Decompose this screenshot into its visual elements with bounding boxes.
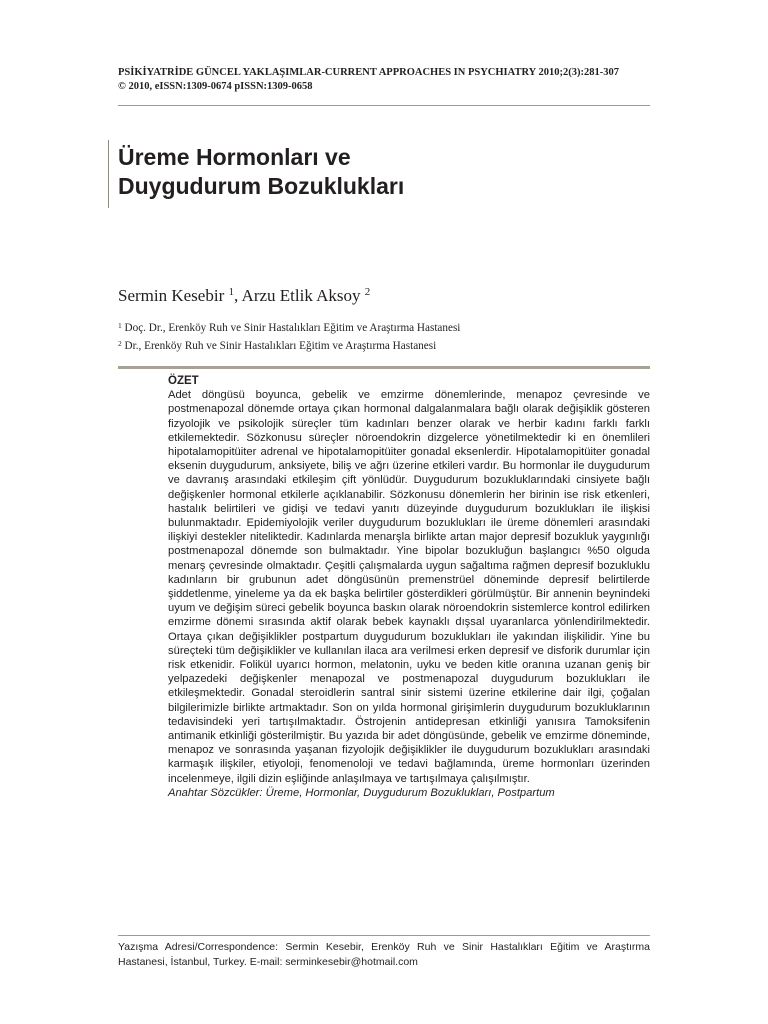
journal-header (118, 66, 648, 94)
affiliation-marker: 1 (118, 321, 122, 330)
affiliation-marker: 2 (118, 339, 122, 348)
article-title-line-2: Duygudurum Bozuklukları (118, 173, 405, 199)
article-title (118, 143, 638, 201)
affiliation-text: Dr., Erenköy Ruh ve Sinir Hastalıkları Eğitim ve Araştırma Hastanesi (121, 340, 437, 352)
article-title-line-1: Üreme Hormonları ve (118, 144, 351, 170)
affiliation-text: Doç. Dr., Erenköy Ruh ve Sinir Hastalıkları Eğitim ve Araştırma Hastanesi (121, 322, 461, 334)
author-affiliation-marker: 1 (228, 286, 234, 298)
abstract-divider (118, 366, 650, 369)
abstract-body: Adet döngüsü boyunca, gebelik ve emzirme dönemlerinde, menapoz çevresinde ve postmenapozal dönemde ortaya çıkan hormonal dalgalanmalara bağlı olarak değişiklik gösteren fizyolojik ve psikolojik süreçler tüm kadınları benzer olarak ve herbir kadını farklı farklı etkilemektedir. Sözkonusu süreçler nöroendokrin dizgelerce yönetilmektedir ki en önemlileri hipotalamopitüiter adrenal ve hipotalamopitüiter gonadal eksenlerdir. Hipotalamopitüiter gonadal eksenin duygudurum, anksiyete, biliş ve ağrı üzerine etkileri vardır. Bu hormonlar ile duygudurum ve davranış arasındaki etkileşim çift yönlüdür. Duygudurum bozukluklarındaki cinsiyete bağlı değişkenler hormonal etkilerle açıklanabilir. Sözkonusu dönemlerin her birinin ise risk etkenleri, hastalık belirtileri ve gidişi ve tedavi yanıtı düzeyinde duygudurum bozuklukları ile ilişkisi bulunmaktadır. Epidemiyolojik veriler duygudurum bozuklukları ile üreme dönemleri arasındaki ilişkiyi destekler niteliktedir. Kadınlarda menarşla birlikte artan major depresif bozukluk yaygınlığı postmenapozal dönemde son bulmaktadır. Yine bipolar bozukluğun başlangıcı %50 olguda menarş çevresinde olmaktadır. Çeşitli çalışmalarda uygun sağaltıma rağmen depresif bozukluklu kadınların bir grubunun adet döngüsünün premenstrüel döneminde depresif belirtilerde şiddetlenme, yineleme ya da ek başka belirtiler gösterdikleri görülmüştür. Bir annenin beynindeki uyum ve değişim süreci gebelik boyunca baskın olarak nöroendokrin sistemlerce kontrol edilirken emzirme dönemi sırasında aktif olarak bebek kaynaklı dışsal uyaranlarca yönlendirilmektedir. Ortaya çıkan değişiklikler postpartum duygudurum bozuklukları ile yakından ilişkilidir. Yine bu süreçteki tüm değişiklikler ve kullanılan ilaca ara verilmesi erken depresif ve disforik durumlar için risk etkenidir. Folikül uyarıcı hormon, melatonin, uyku ve beden kitle oranına uzanan geniş bir yelpazedeki değişkenler menapozal ve postmenapozal duygudurum bozuklukları ile etkileşmektedir. Gonadal steroidlerin santral sinir sistemi üzerine etkilerine dair ilgi, çoğalan bilgilerimizle birlikte artmaktadır. Son on yılda hormonal girişimlerin duygudurum bozukluklarının tedavisindeki yeri tartışılmaktadır. Östrojenin antidepresan etkinliği yanısıra Tamoksifenin antimanik etkinliği gösterilmiştir. Bu yazıda bir adet döngüsünde, gebelik ve emzirme döneminde, menapoz ve sonrasında yaşanan fizyolojik değişiklikler ile duygudurum bozuklukları arasındaki karmaşık ilişkiler, etiyoloji, fenomenoloji ve tedavi bağlamında, üreme hormonları üzerinden incelenmeye, ilgili dizin eşliğinde anlaşılmaya ve tartışılmaya çalışılmıştır. (168, 389, 650, 785)
author-separator: , (233, 286, 242, 305)
correspondence-note: Yazışma Adresi/Correspondence: Sermin Kesebir, Erenköy Ruh ve Sinir Hastalıkları Eğitim ve Araştırma Hastanesi, İstanbul, Turkey. E-mail: serminkesebir@hotmail.com (118, 941, 650, 968)
author-name: Sermin Kesebir (118, 286, 229, 305)
abstract-heading: ÖZET (168, 375, 199, 387)
author-affiliation-marker: 2 (364, 286, 371, 298)
affiliation-item (118, 336, 658, 354)
abstract-keywords: Anahtar Sözcükler: Üreme, Hormonlar, Duygudurum Bozuklukları, Postpartum (168, 786, 555, 799)
affiliation-item (118, 318, 658, 336)
abstract-section (168, 374, 650, 800)
title-accent-bar (108, 140, 109, 208)
header-divider (118, 105, 650, 106)
footer-divider (118, 935, 650, 936)
affiliation-list (118, 318, 658, 354)
author-list (118, 281, 638, 307)
journal-citation: PSİKİYATRİDE GÜNCEL YAKLAŞIMLAR-CURRENT APPROACHES IN PSYCHIATRY 2010;2(3):281-307 (118, 67, 619, 78)
author-name: Arzu Etlik Aksoy (241, 286, 365, 305)
journal-issn: © 2010, eISSN:1309-0674 pISSN:1309-0658 (118, 81, 313, 92)
